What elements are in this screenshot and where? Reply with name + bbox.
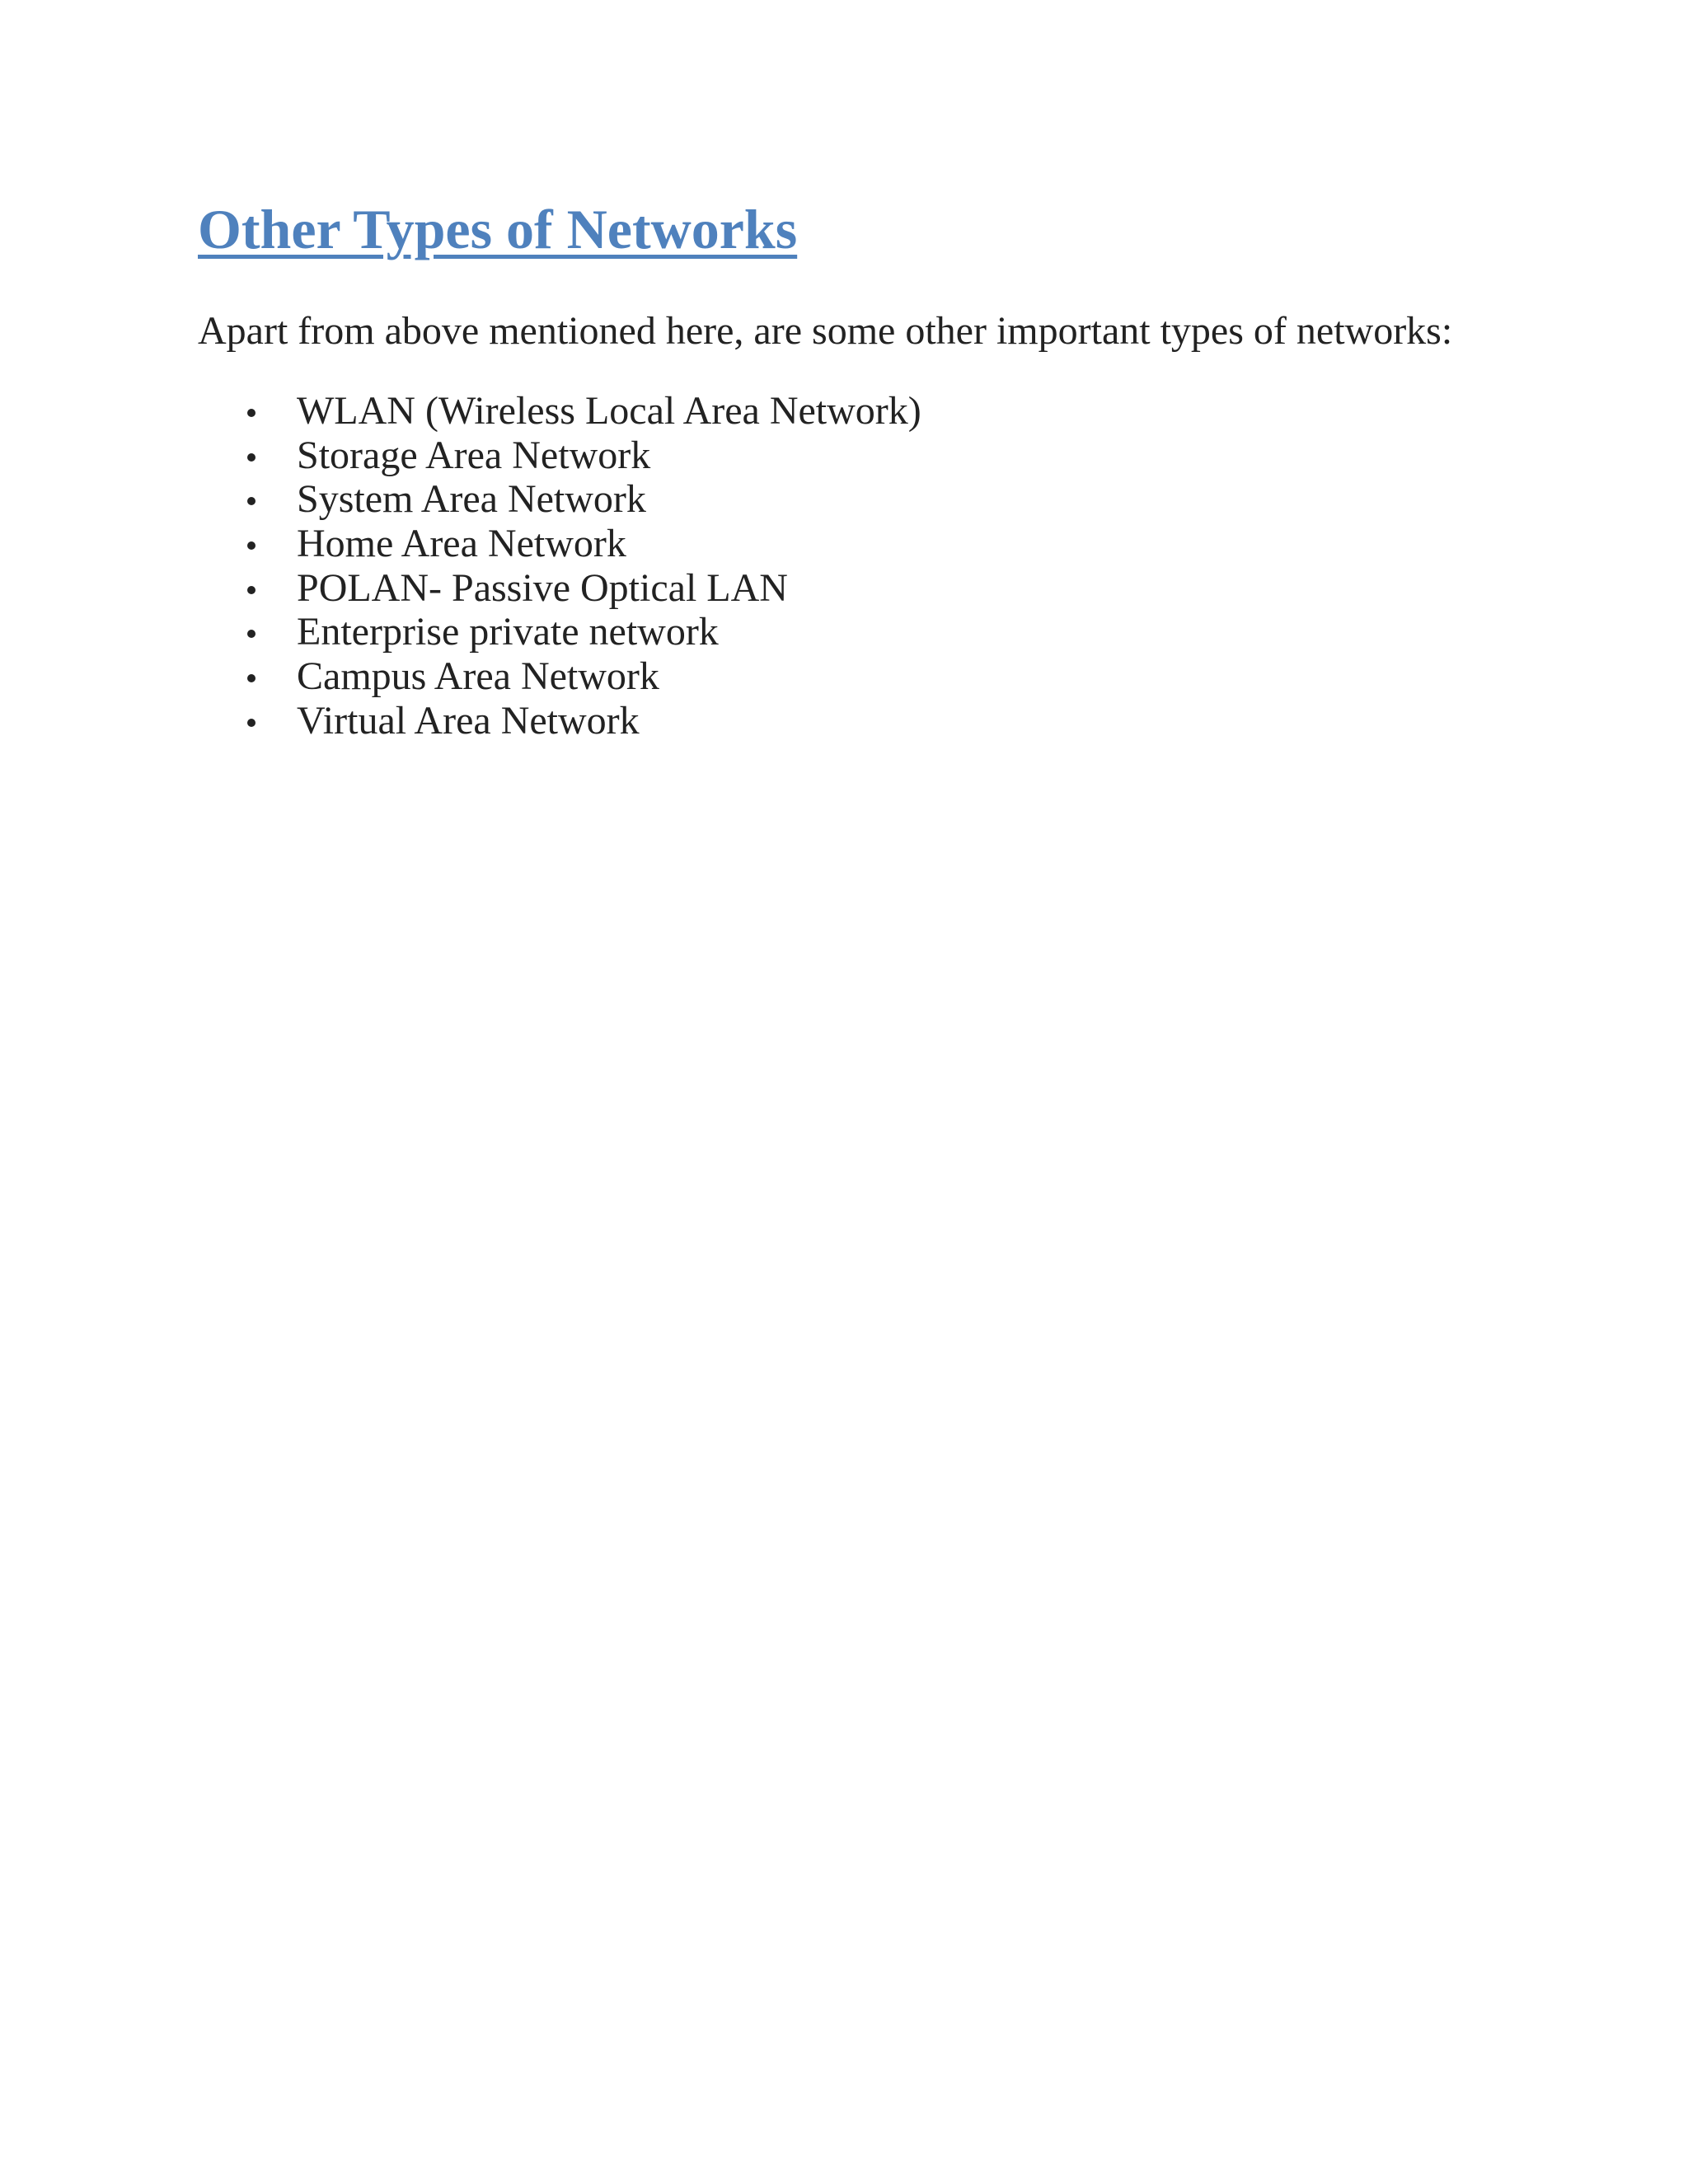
list-item-text: POLAN- Passive Optical LAN bbox=[297, 565, 788, 610]
list-item-text: Campus Area Network bbox=[297, 654, 659, 699]
bullet-dot-icon bbox=[247, 630, 256, 638]
list-item-text: System Area Network bbox=[297, 477, 646, 522]
bullet-dot-icon bbox=[247, 719, 256, 727]
list-item-text: Enterprise private network bbox=[297, 610, 719, 654]
list-item-text: Virtual Area Network bbox=[297, 698, 640, 743]
bullet-dot-icon bbox=[247, 541, 256, 550]
bullet-dot-icon bbox=[247, 586, 256, 594]
list-item-text: Home Area Network bbox=[297, 522, 626, 566]
bullet-dot-icon bbox=[247, 674, 256, 682]
intro-paragraph: Apart from above mentioned here, are some other important types of networks: bbox=[198, 309, 1453, 353]
list-item-text: Storage Area Network bbox=[297, 433, 651, 477]
list-item-text: WLAN (Wireless Local Area Network) bbox=[297, 389, 921, 433]
bullet-dot-icon bbox=[247, 409, 256, 417]
bullet-dot-icon bbox=[247, 497, 256, 505]
page-title: Other Types of Networks bbox=[198, 198, 798, 260]
bullet-dot-icon bbox=[247, 453, 256, 462]
